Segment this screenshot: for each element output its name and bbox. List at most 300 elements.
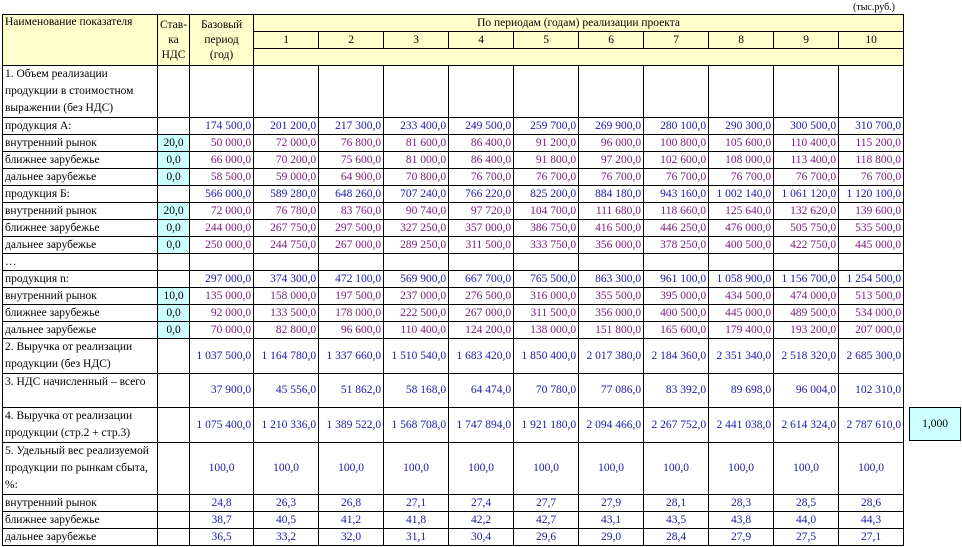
row-label: 3. НДС начисленный – всего bbox=[3, 374, 158, 408]
period-10-cell: 535 500,0 bbox=[839, 220, 904, 237]
period-1-cell: 374 300,0 bbox=[254, 271, 319, 288]
base-period-cell: 37 900,0 bbox=[190, 374, 254, 408]
period-5-cell bbox=[514, 254, 579, 271]
period-1-cell: 40,5 bbox=[254, 512, 319, 529]
row-label: ближнее зарубежье bbox=[3, 512, 158, 529]
period-6-cell bbox=[579, 254, 644, 271]
period-9-cell: 110 400,0 bbox=[774, 135, 839, 152]
period-5-cell: 29,6 bbox=[514, 529, 579, 546]
base-period-cell: 72 000,0 bbox=[190, 203, 254, 220]
period-4-cell: 42,2 bbox=[449, 512, 514, 529]
period-1-cell: 100,0 bbox=[254, 443, 319, 495]
period-8-cell: 27,9 bbox=[709, 529, 774, 546]
period-6-cell: 416 500,0 bbox=[579, 220, 644, 237]
period-3-cell: 1 568 708,0 bbox=[384, 408, 449, 443]
period-1-cell: 589 280,0 bbox=[254, 186, 319, 203]
period-9-cell: 113 400,0 bbox=[774, 152, 839, 169]
period-4-cell: 30,4 bbox=[449, 529, 514, 546]
vat-rate-cell: 0,0 bbox=[158, 220, 190, 237]
period-8-cell bbox=[709, 254, 774, 271]
period-6-cell: 29,0 bbox=[579, 529, 644, 546]
period-5-cell: 104 700,0 bbox=[514, 203, 579, 220]
row-label: ближнее зарубежье bbox=[3, 220, 158, 237]
period-10-cell: 28,6 bbox=[839, 495, 904, 512]
period-8-cell: 105 600,0 bbox=[709, 135, 774, 152]
period-9-cell: 300 500,0 bbox=[774, 118, 839, 135]
period-7-cell: 100,0 bbox=[644, 443, 709, 495]
header-period-8: 8 bbox=[709, 32, 774, 49]
table-row bbox=[3, 271, 904, 288]
period-6-cell: 2 094 466,0 bbox=[579, 408, 644, 443]
period-1-cell: 1 164 780,0 bbox=[254, 339, 319, 374]
period-10-cell bbox=[839, 66, 904, 118]
period-10-cell: 534 000,0 bbox=[839, 305, 904, 322]
row-label: ближнее зарубежье bbox=[3, 305, 158, 322]
period-4-cell: 1 683 420,0 bbox=[449, 339, 514, 374]
period-5-cell: 76 700,0 bbox=[514, 169, 579, 186]
vat-rate-cell: 0,0 bbox=[158, 169, 190, 186]
period-4-cell: 1 747 894,0 bbox=[449, 408, 514, 443]
period-4-cell: 357 000,0 bbox=[449, 220, 514, 237]
base-period-cell: 135 000,0 bbox=[190, 288, 254, 305]
period-1-cell: 72 000,0 bbox=[254, 135, 319, 152]
header-period-9: 9 bbox=[774, 32, 839, 49]
period-7-cell: 943 160,0 bbox=[644, 186, 709, 203]
header-spacer bbox=[254, 49, 904, 66]
table-row bbox=[3, 220, 904, 237]
period-5-cell: 27,7 bbox=[514, 495, 579, 512]
period-2-cell: 76 800,0 bbox=[319, 135, 384, 152]
period-3-cell: 100,0 bbox=[384, 443, 449, 495]
table-row bbox=[3, 322, 904, 339]
period-4-cell bbox=[449, 66, 514, 118]
period-9-cell: 1 156 700,0 bbox=[774, 271, 839, 288]
table-row bbox=[3, 339, 904, 374]
period-6-cell: 100,0 bbox=[579, 443, 644, 495]
period-1-cell bbox=[254, 66, 319, 118]
period-5-cell: 91 800,0 bbox=[514, 152, 579, 169]
period-7-cell: 395 000,0 bbox=[644, 288, 709, 305]
period-10-cell: 2 787 610,0 bbox=[839, 408, 904, 443]
period-8-cell: 89 698,0 bbox=[709, 374, 774, 408]
period-8-cell: 108 000,0 bbox=[709, 152, 774, 169]
period-10-cell: 27,1 bbox=[839, 529, 904, 546]
period-1-cell: 201 200,0 bbox=[254, 118, 319, 135]
base-period-cell: 1 075 400,0 bbox=[190, 408, 254, 443]
header-period-2: 2 bbox=[319, 32, 384, 49]
period-8-cell: 100,0 bbox=[709, 443, 774, 495]
period-4-cell: 76 700,0 bbox=[449, 169, 514, 186]
period-5-cell: 42,7 bbox=[514, 512, 579, 529]
vat-rate-cell bbox=[158, 408, 190, 443]
period-8-cell: 2 441 038,0 bbox=[709, 408, 774, 443]
table-row bbox=[3, 152, 904, 169]
period-7-cell: 378 250,0 bbox=[644, 237, 709, 254]
table-row bbox=[3, 254, 904, 271]
row-label: 2. Выручка от реализации продукции (без НДС) bbox=[3, 339, 158, 374]
period-4-cell: 124 200,0 bbox=[449, 322, 514, 339]
period-6-cell: 77 086,0 bbox=[579, 374, 644, 408]
base-period-cell: 58 500,0 bbox=[190, 169, 254, 186]
period-5-cell: 70 780,0 bbox=[514, 374, 579, 408]
header-period-1: 1 bbox=[254, 32, 319, 49]
period-5-cell: 765 500,0 bbox=[514, 271, 579, 288]
period-9-cell: 474 000,0 bbox=[774, 288, 839, 305]
period-2-cell: 83 760,0 bbox=[319, 203, 384, 220]
period-10-cell: 207 000,0 bbox=[839, 322, 904, 339]
period-7-cell bbox=[644, 66, 709, 118]
period-3-cell: 237 000,0 bbox=[384, 288, 449, 305]
period-1-cell: 267 750,0 bbox=[254, 220, 319, 237]
period-8-cell: 1 058 900,0 bbox=[709, 271, 774, 288]
period-9-cell: 193 200,0 bbox=[774, 322, 839, 339]
vat-rate-cell: 10,0 bbox=[158, 288, 190, 305]
period-3-cell: 1 510 540,0 bbox=[384, 339, 449, 374]
row-label: ближнее зарубежье bbox=[3, 152, 158, 169]
period-3-cell bbox=[384, 66, 449, 118]
vat-rate-cell: 20,0 bbox=[158, 135, 190, 152]
row-label: дальнее зарубежье bbox=[3, 169, 158, 186]
period-1-cell: 33,2 bbox=[254, 529, 319, 546]
table-row bbox=[3, 186, 904, 203]
period-3-cell bbox=[384, 254, 449, 271]
period-2-cell: 267 000,0 bbox=[319, 237, 384, 254]
period-10-cell: 102 310,0 bbox=[839, 374, 904, 408]
period-3-cell: 569 900,0 bbox=[384, 271, 449, 288]
row-label: … bbox=[3, 254, 158, 271]
period-2-cell bbox=[319, 66, 384, 118]
period-4-cell: 766 220,0 bbox=[449, 186, 514, 203]
period-2-cell: 26,8 bbox=[319, 495, 384, 512]
row-label: дальнее зарубежье bbox=[3, 322, 158, 339]
period-7-cell: 165 600,0 bbox=[644, 322, 709, 339]
header-periods-title: По периодам (годам) реализации проекта bbox=[254, 15, 904, 32]
period-8-cell: 28,3 bbox=[709, 495, 774, 512]
period-9-cell: 96 004,0 bbox=[774, 374, 839, 408]
period-9-cell: 44,0 bbox=[774, 512, 839, 529]
period-5-cell bbox=[514, 66, 579, 118]
period-1-cell: 82 800,0 bbox=[254, 322, 319, 339]
period-5-cell: 1 921 180,0 bbox=[514, 408, 579, 443]
period-2-cell bbox=[319, 254, 384, 271]
period-6-cell: 356 000,0 bbox=[579, 237, 644, 254]
period-7-cell: 2 184 360,0 bbox=[644, 339, 709, 374]
period-8-cell: 43,8 bbox=[709, 512, 774, 529]
period-2-cell: 32,0 bbox=[319, 529, 384, 546]
period-10-cell: 2 685 300,0 bbox=[839, 339, 904, 374]
vat-rate-cell bbox=[158, 118, 190, 135]
period-4-cell: 249 500,0 bbox=[449, 118, 514, 135]
base-period-cell bbox=[190, 254, 254, 271]
period-1-cell: 133 500,0 bbox=[254, 305, 319, 322]
period-8-cell: 76 700,0 bbox=[709, 169, 774, 186]
period-3-cell: 327 250,0 bbox=[384, 220, 449, 237]
period-3-cell: 289 250,0 bbox=[384, 237, 449, 254]
period-1-cell: 45 556,0 bbox=[254, 374, 319, 408]
period-2-cell: 217 300,0 bbox=[319, 118, 384, 135]
period-9-cell: 422 750,0 bbox=[774, 237, 839, 254]
period-5-cell: 100,0 bbox=[514, 443, 579, 495]
vat-rate-cell: 20,0 bbox=[158, 203, 190, 220]
period-9-cell: 505 750,0 bbox=[774, 220, 839, 237]
period-2-cell: 648 260,0 bbox=[319, 186, 384, 203]
period-9-cell: 28,5 bbox=[774, 495, 839, 512]
period-8-cell: 445 000,0 bbox=[709, 305, 774, 322]
header-period-5: 5 bbox=[514, 32, 579, 49]
period-8-cell: 400 500,0 bbox=[709, 237, 774, 254]
period-7-cell: 446 250,0 bbox=[644, 220, 709, 237]
period-3-cell: 58 168,0 bbox=[384, 374, 449, 408]
period-3-cell: 41,8 bbox=[384, 512, 449, 529]
period-9-cell: 1 061 120,0 bbox=[774, 186, 839, 203]
period-9-cell bbox=[774, 66, 839, 118]
period-10-cell: 513 500,0 bbox=[839, 288, 904, 305]
period-5-cell: 311 500,0 bbox=[514, 305, 579, 322]
vat-rate-cell bbox=[158, 374, 190, 408]
header-base: Базовый период (год) bbox=[190, 15, 254, 66]
period-7-cell: 2 267 752,0 bbox=[644, 408, 709, 443]
header-period-4: 4 bbox=[449, 32, 514, 49]
period-5-cell: 333 750,0 bbox=[514, 237, 579, 254]
period-6-cell bbox=[579, 66, 644, 118]
row-label: продукция А: bbox=[3, 118, 158, 135]
period-1-cell: 1 210 336,0 bbox=[254, 408, 319, 443]
period-1-cell: 26,3 bbox=[254, 495, 319, 512]
table-row bbox=[3, 237, 904, 254]
period-7-cell bbox=[644, 254, 709, 271]
table-row bbox=[3, 288, 904, 305]
period-4-cell: 97 720,0 bbox=[449, 203, 514, 220]
period-2-cell: 96 600,0 bbox=[319, 322, 384, 339]
period-8-cell: 476 000,0 bbox=[709, 220, 774, 237]
row-label: внутренний рынок bbox=[3, 288, 158, 305]
vat-rate-cell bbox=[158, 529, 190, 546]
period-6-cell: 97 200,0 bbox=[579, 152, 644, 169]
base-period-cell: 250 000,0 bbox=[190, 237, 254, 254]
period-9-cell: 2 614 324,0 bbox=[774, 408, 839, 443]
period-8-cell: 1 002 140,0 bbox=[709, 186, 774, 203]
base-period-cell: 174 500,0 bbox=[190, 118, 254, 135]
period-7-cell: 118 660,0 bbox=[644, 203, 709, 220]
period-4-cell: 667 700,0 bbox=[449, 271, 514, 288]
period-10-cell: 100,0 bbox=[839, 443, 904, 495]
period-6-cell: 96 000,0 bbox=[579, 135, 644, 152]
base-period-cell: 50 000,0 bbox=[190, 135, 254, 152]
period-9-cell: 76 700,0 bbox=[774, 169, 839, 186]
period-10-cell: 1 254 500,0 bbox=[839, 271, 904, 288]
period-10-cell: 76 700,0 bbox=[839, 169, 904, 186]
period-3-cell: 233 400,0 bbox=[384, 118, 449, 135]
period-7-cell: 400 500,0 bbox=[644, 305, 709, 322]
period-5-cell: 386 750,0 bbox=[514, 220, 579, 237]
period-6-cell: 76 700,0 bbox=[579, 169, 644, 186]
header-period-6: 6 bbox=[579, 32, 644, 49]
period-1-cell: 76 780,0 bbox=[254, 203, 319, 220]
period-9-cell: 100,0 bbox=[774, 443, 839, 495]
base-period-cell: 297 000,0 bbox=[190, 271, 254, 288]
period-2-cell: 75 600,0 bbox=[319, 152, 384, 169]
table-row bbox=[3, 374, 904, 408]
header-period-10: 10 bbox=[839, 32, 904, 49]
period-7-cell: 28,1 bbox=[644, 495, 709, 512]
base-period-cell bbox=[190, 66, 254, 118]
period-6-cell: 863 300,0 bbox=[579, 271, 644, 288]
table-row bbox=[3, 66, 904, 118]
period-3-cell: 81 600,0 bbox=[384, 135, 449, 152]
table-row bbox=[3, 118, 904, 135]
header-name: Наименование показателя bbox=[3, 15, 158, 66]
row-label: 1. Объем реализации продукции в стоимостном выражении (без НДС) bbox=[3, 66, 158, 118]
period-1-cell: 70 200,0 bbox=[254, 152, 319, 169]
period-10-cell: 115 200,0 bbox=[839, 135, 904, 152]
period-7-cell: 100 800,0 bbox=[644, 135, 709, 152]
base-period-cell: 70 000,0 bbox=[190, 322, 254, 339]
table-row bbox=[3, 305, 904, 322]
period-9-cell: 2 518 320,0 bbox=[774, 339, 839, 374]
vat-rate-cell bbox=[158, 186, 190, 203]
period-4-cell: 86 400,0 bbox=[449, 135, 514, 152]
vat-rate-cell bbox=[158, 339, 190, 374]
table-row bbox=[3, 203, 904, 220]
row-label: внутренний рынок bbox=[3, 135, 158, 152]
period-1-cell: 244 750,0 bbox=[254, 237, 319, 254]
period-10-cell: 118 800,0 bbox=[839, 152, 904, 169]
period-5-cell: 91 200,0 bbox=[514, 135, 579, 152]
period-7-cell: 76 700,0 bbox=[644, 169, 709, 186]
unit-note: (тыс.руб.) bbox=[853, 2, 896, 13]
period-4-cell: 311 500,0 bbox=[449, 237, 514, 254]
vat-rate-cell bbox=[158, 495, 190, 512]
period-7-cell: 28,4 bbox=[644, 529, 709, 546]
period-2-cell: 472 100,0 bbox=[319, 271, 384, 288]
period-9-cell bbox=[774, 254, 839, 271]
table-row bbox=[3, 443, 904, 495]
period-10-cell: 139 600,0 bbox=[839, 203, 904, 220]
period-2-cell: 297 500,0 bbox=[319, 220, 384, 237]
period-2-cell: 197 500,0 bbox=[319, 288, 384, 305]
base-period-cell: 66 000,0 bbox=[190, 152, 254, 169]
period-1-cell bbox=[254, 254, 319, 271]
ratio-cell: 1,000 bbox=[909, 407, 961, 441]
table-row bbox=[3, 512, 904, 529]
vat-rate-cell: 0,0 bbox=[158, 305, 190, 322]
period-1-cell: 59 000,0 bbox=[254, 169, 319, 186]
period-4-cell: 64 474,0 bbox=[449, 374, 514, 408]
period-4-cell: 276 500,0 bbox=[449, 288, 514, 305]
period-9-cell: 132 620,0 bbox=[774, 203, 839, 220]
row-label: дальнее зарубежье bbox=[3, 237, 158, 254]
period-7-cell: 83 392,0 bbox=[644, 374, 709, 408]
row-label: дальнее зарубежье bbox=[3, 529, 158, 546]
vat-rate-cell bbox=[158, 254, 190, 271]
period-8-cell bbox=[709, 66, 774, 118]
period-3-cell: 70 800,0 bbox=[384, 169, 449, 186]
period-3-cell: 81 000,0 bbox=[384, 152, 449, 169]
period-4-cell: 27,4 bbox=[449, 495, 514, 512]
period-7-cell: 102 600,0 bbox=[644, 152, 709, 169]
period-4-cell bbox=[449, 254, 514, 271]
period-10-cell: 44,3 bbox=[839, 512, 904, 529]
vat-rate-cell bbox=[158, 271, 190, 288]
vat-rate-cell: 0,0 bbox=[158, 322, 190, 339]
row-label: внутренний рынок bbox=[3, 495, 158, 512]
period-5-cell: 259 700,0 bbox=[514, 118, 579, 135]
period-8-cell: 434 500,0 bbox=[709, 288, 774, 305]
row-label: 4. Выручка от реализации продукции (стр.2 + стр.3) bbox=[3, 408, 158, 443]
period-6-cell: 884 180,0 bbox=[579, 186, 644, 203]
base-period-cell: 36,5 bbox=[190, 529, 254, 546]
period-8-cell: 125 640,0 bbox=[709, 203, 774, 220]
vat-rate-cell: 0,0 bbox=[158, 237, 190, 254]
base-period-cell: 244 000,0 bbox=[190, 220, 254, 237]
row-label: 5. Удельный вес реализуемой продукции по рынкам сбыта, %: bbox=[3, 443, 158, 495]
period-3-cell: 31,1 bbox=[384, 529, 449, 546]
period-2-cell: 64 900,0 bbox=[319, 169, 384, 186]
base-period-cell: 38,7 bbox=[190, 512, 254, 529]
header-vat: Став-ка НДС bbox=[158, 15, 190, 66]
period-9-cell: 489 500,0 bbox=[774, 305, 839, 322]
base-period-cell: 100,0 bbox=[190, 443, 254, 495]
revenue-table bbox=[2, 14, 904, 546]
period-7-cell: 961 100,0 bbox=[644, 271, 709, 288]
period-3-cell: 90 740,0 bbox=[384, 203, 449, 220]
header-period-3: 3 bbox=[384, 32, 449, 49]
vat-rate-cell: 0,0 bbox=[158, 152, 190, 169]
period-8-cell: 2 351 340,0 bbox=[709, 339, 774, 374]
row-label: продукция Б: bbox=[3, 186, 158, 203]
period-1-cell: 158 000,0 bbox=[254, 288, 319, 305]
period-10-cell bbox=[839, 254, 904, 271]
base-period-cell: 92 000,0 bbox=[190, 305, 254, 322]
period-3-cell: 707 240,0 bbox=[384, 186, 449, 203]
row-label: продукция n: bbox=[3, 271, 158, 288]
period-5-cell: 1 850 400,0 bbox=[514, 339, 579, 374]
period-2-cell: 51 862,0 bbox=[319, 374, 384, 408]
period-6-cell: 2 017 380,0 bbox=[579, 339, 644, 374]
period-6-cell: 111 680,0 bbox=[579, 203, 644, 220]
table-row bbox=[3, 169, 904, 186]
period-4-cell: 86 400,0 bbox=[449, 152, 514, 169]
period-3-cell: 222 500,0 bbox=[384, 305, 449, 322]
period-7-cell: 280 100,0 bbox=[644, 118, 709, 135]
period-8-cell: 179 400,0 bbox=[709, 322, 774, 339]
period-5-cell: 825 200,0 bbox=[514, 186, 579, 203]
table-row bbox=[3, 529, 904, 546]
base-period-cell: 566 000,0 bbox=[190, 186, 254, 203]
period-3-cell: 27,1 bbox=[384, 495, 449, 512]
base-period-cell: 1 037 500,0 bbox=[190, 339, 254, 374]
period-6-cell: 356 000,0 bbox=[579, 305, 644, 322]
period-5-cell: 138 000,0 bbox=[514, 322, 579, 339]
period-10-cell: 1 120 100,0 bbox=[839, 186, 904, 203]
header-period-7: 7 bbox=[644, 32, 709, 49]
period-6-cell: 27,9 bbox=[579, 495, 644, 512]
period-6-cell: 355 500,0 bbox=[579, 288, 644, 305]
period-5-cell: 316 000,0 bbox=[514, 288, 579, 305]
base-period-cell: 24,8 bbox=[190, 495, 254, 512]
period-6-cell: 269 900,0 bbox=[579, 118, 644, 135]
period-4-cell: 100,0 bbox=[449, 443, 514, 495]
period-9-cell: 27,5 bbox=[774, 529, 839, 546]
vat-rate-cell bbox=[158, 443, 190, 495]
row-label: внутренний рынок bbox=[3, 203, 158, 220]
vat-rate-cell bbox=[158, 66, 190, 118]
period-2-cell: 178 000,0 bbox=[319, 305, 384, 322]
period-2-cell: 1 337 660,0 bbox=[319, 339, 384, 374]
period-2-cell: 41,2 bbox=[319, 512, 384, 529]
period-7-cell: 43,5 bbox=[644, 512, 709, 529]
period-6-cell: 151 800,0 bbox=[579, 322, 644, 339]
